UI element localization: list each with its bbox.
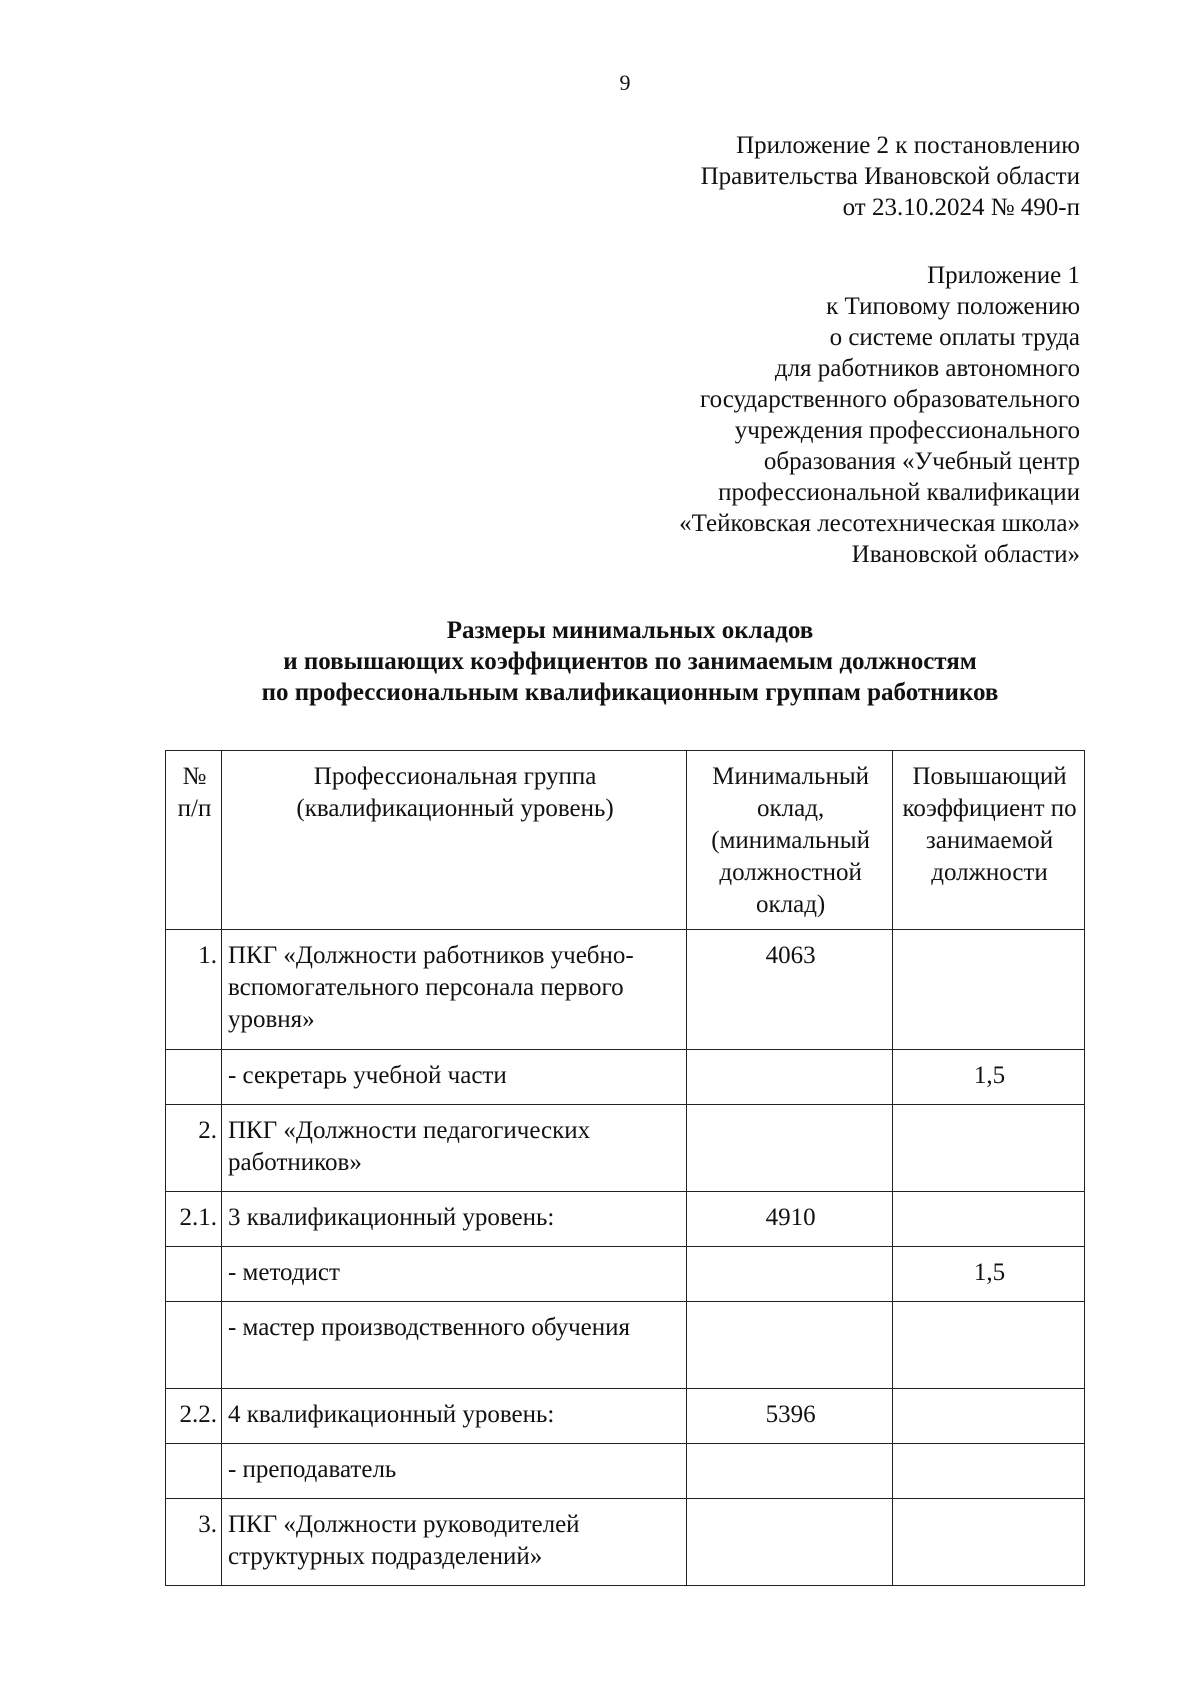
appendix-regulation-block: [679, 260, 1080, 570]
cell-num: 1.: [166, 930, 222, 1050]
cell-num: 3.: [166, 1499, 222, 1586]
appendix-decree-line: от 23.10.2024 № 490-п: [842, 194, 1080, 221]
table-row: [166, 1302, 1085, 1389]
cell-group: - мастер производственного обучения: [221, 1302, 686, 1389]
cell-min-salary: 4910: [687, 1192, 893, 1247]
appendix-decree-block: [701, 130, 1080, 223]
appendix-regulation-line: о системе оплаты труда: [829, 324, 1080, 351]
cell-group: ПКГ «Должности педагогических работников»: [221, 1105, 686, 1192]
cell-coefficient: [893, 1105, 1085, 1192]
appendix-regulation-line: образования «Учебный центр: [763, 448, 1080, 475]
cell-coefficient: [893, 1499, 1085, 1586]
header-num: № п/п: [166, 751, 222, 930]
appendix-decree-line: Правительства Ивановской области: [700, 163, 1080, 190]
header-min-salary: Минимальный оклад, (минимальный должностной оклад): [687, 751, 893, 930]
table-row: [166, 930, 1085, 1050]
header-group: Профессиональная группа (квалификационный уровень): [221, 751, 686, 930]
cell-group: - преподаватель: [221, 1444, 686, 1499]
cell-group: ПКГ «Должности руководителей структурных подразделений»: [221, 1499, 686, 1586]
appendix-regulation-line: учреждения профессионального: [734, 417, 1080, 444]
title-line: и повышающих коэффициентов по занимаемым должностям: [283, 648, 977, 675]
cell-coefficient: [893, 930, 1085, 1050]
title-line: Размеры минимальных окладов: [446, 617, 814, 644]
cell-min-salary: 4063: [687, 930, 893, 1050]
appendix-decree-line: Приложение 2 к постановлению: [736, 132, 1080, 159]
cell-num: [166, 1444, 222, 1499]
cell-num: [166, 1050, 222, 1105]
cell-num: [166, 1247, 222, 1302]
cell-group: - методист: [221, 1247, 686, 1302]
table-row: [166, 1105, 1085, 1192]
appendix-regulation-line: к Типовому положению: [826, 293, 1080, 320]
cell-coefficient: [893, 1192, 1085, 1247]
cell-coefficient: [893, 1302, 1085, 1389]
table-row: [166, 1444, 1085, 1499]
cell-group: 4 квалификационный уровень:: [221, 1389, 686, 1444]
cell-coefficient: 1,5: [893, 1050, 1085, 1105]
salary-table: [165, 750, 1085, 1586]
cell-min-salary: [687, 1105, 893, 1192]
appendix-regulation-line: Ивановской области»: [851, 541, 1080, 568]
appendix-regulation-line: профессиональной квалификации: [718, 479, 1080, 506]
page-number: 9: [619, 70, 631, 95]
cell-group: 3 квалификационный уровень:: [221, 1192, 686, 1247]
cell-coefficient: [893, 1444, 1085, 1499]
table-row: [166, 1247, 1085, 1302]
cell-num: 2.2.: [166, 1389, 222, 1444]
appendix-regulation-line: «Тейковская лесотехническая школа»: [679, 510, 1080, 537]
cell-coefficient: 1,5: [893, 1247, 1085, 1302]
document-title: [0, 615, 1200, 708]
cell-group: - секретарь учебной части: [221, 1050, 686, 1105]
appendix-regulation-line: Приложение 1: [927, 262, 1080, 289]
cell-min-salary: [687, 1444, 893, 1499]
appendix-regulation-line: государственного образовательного: [699, 386, 1080, 413]
cell-num: [166, 1302, 222, 1389]
cell-min-salary: 5396: [687, 1389, 893, 1444]
table-row: [166, 1050, 1085, 1105]
title-line: по профессиональным квалификационным группам работников: [261, 679, 999, 706]
table-row: [166, 1389, 1085, 1444]
table-row: [166, 1192, 1085, 1247]
cell-min-salary: [687, 1499, 893, 1586]
cell-min-salary: [687, 1302, 893, 1389]
table-row: [166, 1499, 1085, 1586]
cell-coefficient: [893, 1389, 1085, 1444]
cell-num: 2.1.: [166, 1192, 222, 1247]
table-header-row: [166, 751, 1085, 930]
header-coefficient: Повышающий коэффициент по занимаемой должности: [893, 751, 1085, 930]
appendix-regulation-line: для работников автономного: [774, 355, 1080, 382]
cell-group: ПКГ «Должности работников учебно-вспомогательного персонала первого уровня»: [221, 930, 686, 1050]
cell-num: 2.: [166, 1105, 222, 1192]
cell-min-salary: [687, 1050, 893, 1105]
cell-min-salary: [687, 1247, 893, 1302]
